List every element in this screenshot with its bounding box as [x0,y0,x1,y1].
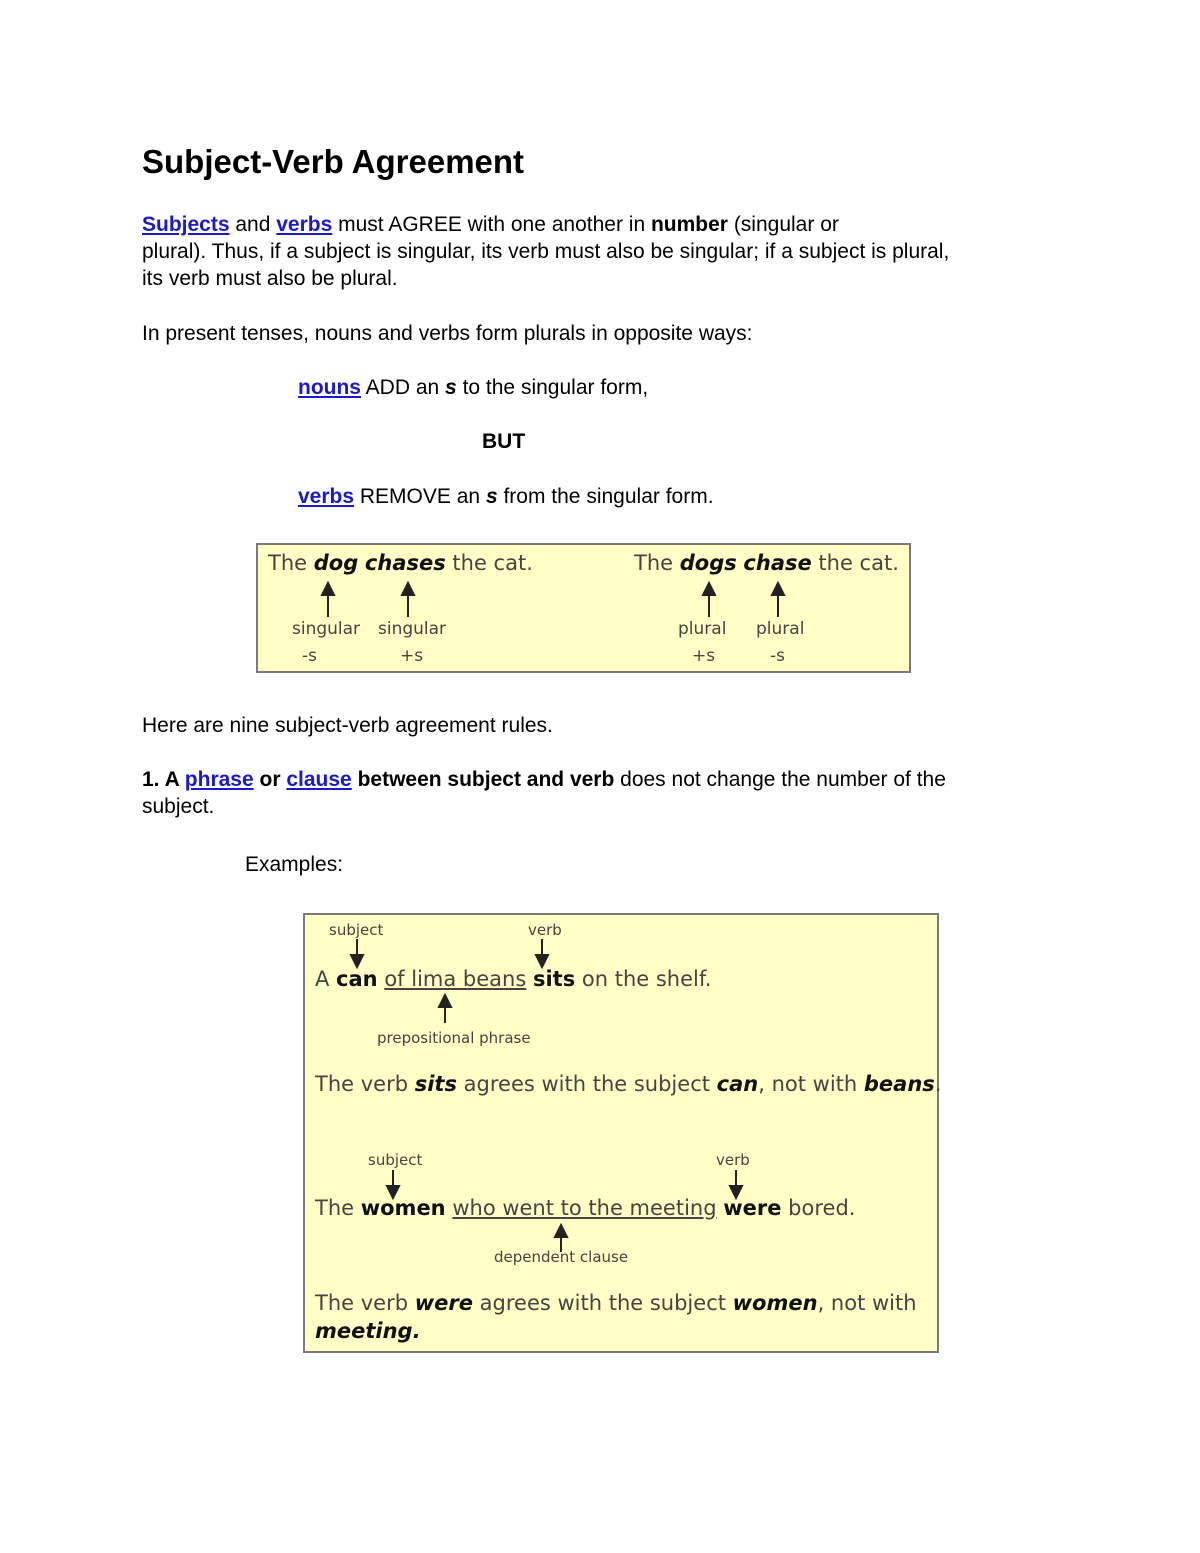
but-text: BUT [482,430,526,453]
present-tenses-text: In present tenses, nouns and verbs form plurals in opposite ways: [142,322,753,345]
ex1-annotation: prepositional phrase [377,1029,531,1047]
verbs-rule: verbs REMOVE an s from the singular form. [298,485,714,508]
label-minus-s-2: -s [770,646,785,666]
arrow-down-icon [351,955,363,967]
rule-1-line-2: subject. [142,795,215,818]
label-plural-2: plural [756,619,805,639]
ex2-sentence: The women who went to the meeting were bored. [315,1196,856,1220]
arrow-up-icon [703,583,715,595]
ex2-explanation-2: meeting. [315,1319,421,1343]
label-singular-2: singular [378,619,447,639]
subjects-link[interactable]: Subjects [142,213,230,236]
ex2-explanation-1: The verb were agrees with the subject women, not with [315,1291,917,1315]
ex1-explanation: The verb sits agrees with the subject can, not with beans. [315,1072,942,1096]
ex2-subject-label: subject [368,1151,423,1169]
arrow-up-icon [439,995,451,1007]
ex1-subject-label: subject [329,921,384,939]
arrow-up-icon [555,1225,567,1237]
verbs-link[interactable]: verbs [276,213,333,236]
sentence-plural: The dogs chase the cat. [634,551,899,575]
nouns-rule: nouns ADD an s to the singular form, [298,376,649,399]
ex2-annotation: dependent clause [494,1248,629,1266]
arrow-up-icon [402,583,414,595]
ex2-verb-label: verb [716,1151,750,1169]
nine-rules-text: Here are nine subject-verb agreement rules. [142,714,553,737]
intro-line-2: plural). Thus, if a subject is singular, its verb must also be singular; if a subject is plural, [142,240,950,263]
label-plural-1: plural [678,619,727,639]
sentence-singular: The dog chases the cat. [268,551,533,575]
dog-cat-figure [256,543,911,673]
nouns-link[interactable]: nouns [298,376,361,399]
ex1-sentence: A can of lima beans sits on the shelf. [315,967,712,991]
arrow-up-icon [772,583,784,595]
label-singular-1: singular [292,619,361,639]
page-title: Subject-Verb Agreement [142,143,525,180]
arrow-up-icon [322,583,334,595]
examples-figure [303,913,942,1353]
phrase-link[interactable]: phrase [184,768,254,791]
label-minus-s-1: -s [302,646,317,666]
intro-line-3: its verb must also be plural. [142,267,398,290]
rule-1-line-1: 1. A phrase or clause between subject and verb does not change the number of the [142,768,946,791]
label-plus-s-1: +s [400,646,424,666]
intro-line-1: Subjects and verbs must AGREE with one another in number (singular or [142,213,839,236]
clause-link[interactable]: clause [286,768,352,791]
ex1-verb-label: verb [528,921,562,939]
examples-label: Examples: [245,853,344,876]
verbs-rule-link[interactable]: verbs [298,485,355,508]
arrow-down-icon [536,955,548,967]
label-plus-s-2: +s [692,646,716,666]
